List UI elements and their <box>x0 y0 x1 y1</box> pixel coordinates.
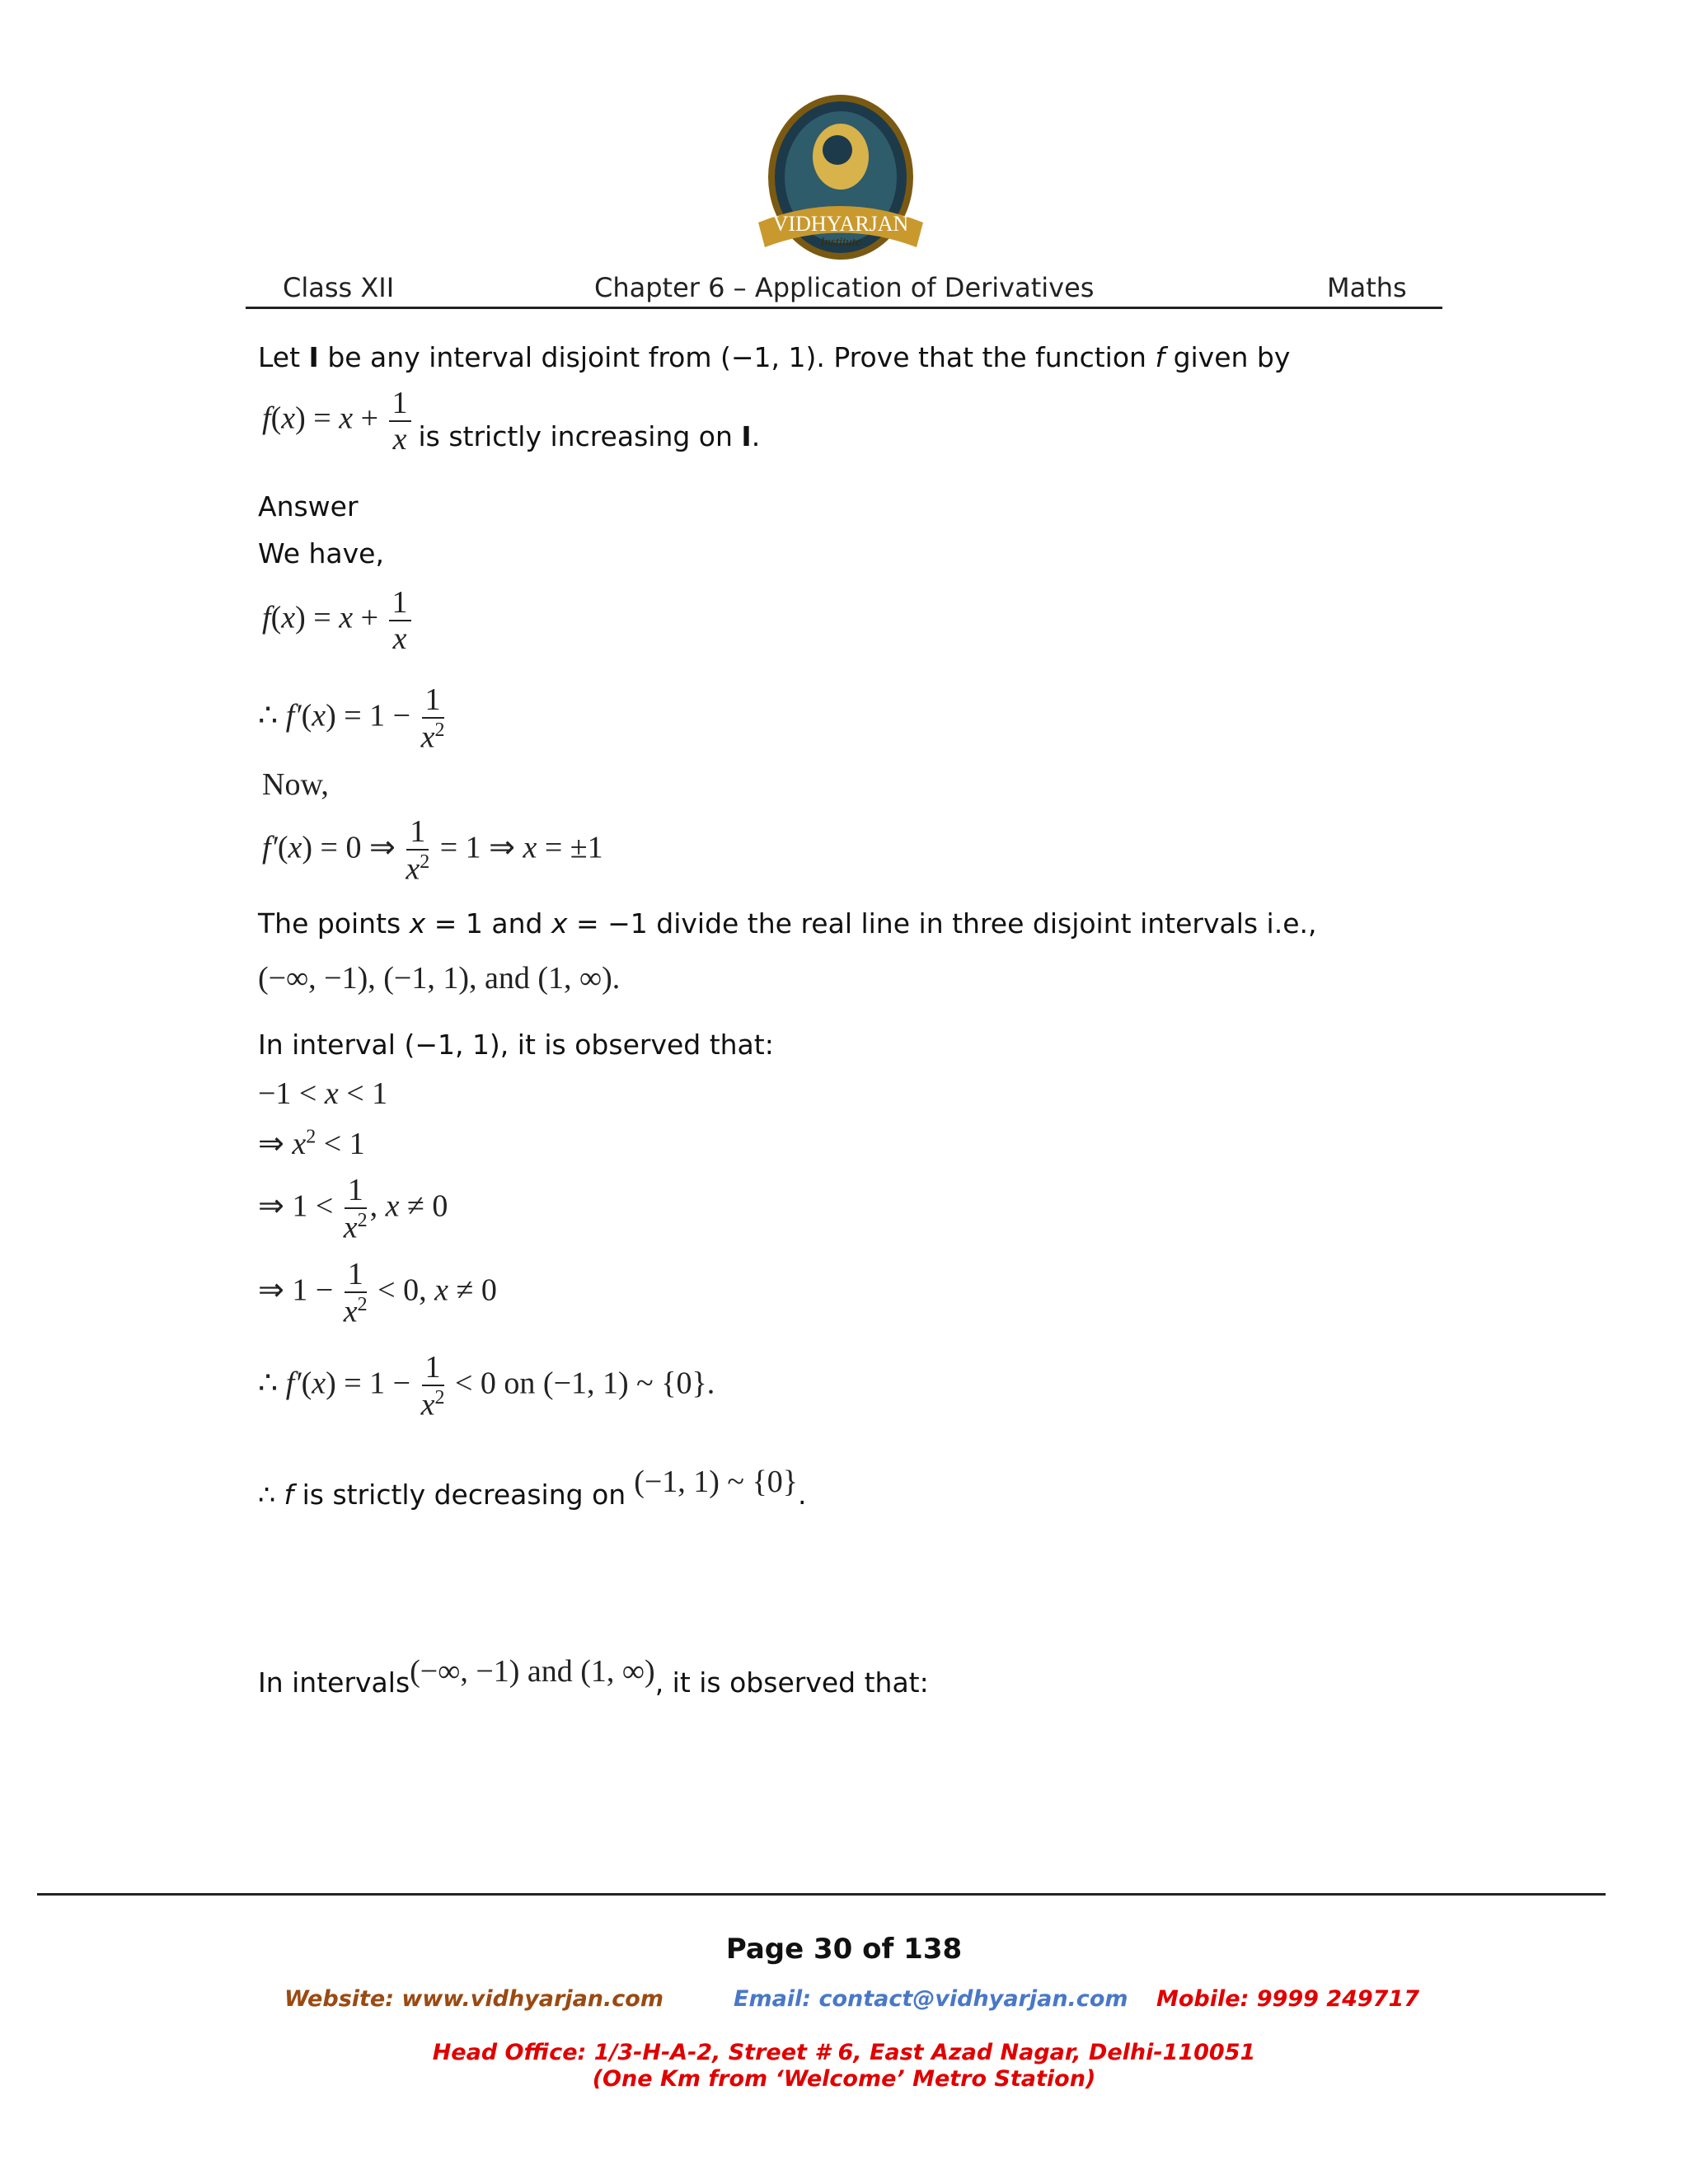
header-chapter: Chapter 6 – Application of Derivatives <box>594 272 1095 303</box>
points-text: The points x = 1 and x = −1 divide the real line in three disjoint intervals i.e., <box>258 907 1317 940</box>
website-link[interactable]: Website: www.vidhyarjan.com <box>284 1986 663 2012</box>
question-line-1: Let I be any interval disjoint from (−1, 1). Prove that the function f given by <box>258 341 1291 373</box>
answer-label: Answer <box>258 490 359 523</box>
ineq-2: ⇒ $x^2 < 1$ <box>258 1126 365 1161</box>
svg-text:Institute: Institute <box>820 236 861 249</box>
interval-observation: In interval (−1, 1), it is observed that: <box>258 1029 774 1061</box>
header-class: Class XII <box>283 272 395 303</box>
header-subject: Maths <box>1327 272 1407 303</box>
question-formula: f(x) = x + $\frac{1}{x}$ <box>262 387 414 455</box>
question-line-2: f(x) = x + $\frac{1}{x}$ is strictly increasing on I. <box>262 386 761 457</box>
we-have-text: We have, <box>258 537 384 569</box>
eq-function: f(x) = x + $\frac{1}{x}$ <box>262 587 414 654</box>
intervals-list: (−∞, −1), (−1, 1), and (1, ∞). <box>258 961 621 996</box>
eq-derivative-negative: ∴ f′(x) = 1 − $\frac{1}{x^2}$ < 0 on (−1, 1) ~ {0}. <box>258 1350 715 1422</box>
now-text: Now, <box>262 767 329 802</box>
mobile-number: Mobile: 9999 249717 <box>1156 1986 1420 2012</box>
ineq-3: ⇒ 1 < $\frac{1}{x^2}$ , x ≠ 0 <box>258 1173 448 1245</box>
svg-text:VIDHYARJAN: VIDHYARJAN <box>772 212 909 236</box>
address-line-1: Head Office: 1/3-H-A-2, Street # 6, East Azad Nagar, Delhi-110051 <box>432 2040 1256 2065</box>
eq-derivative: ∴ f′(x) = 1 − $\frac{1}{x^2}$ <box>258 682 445 755</box>
eq-critical-points: f′(x) = 0 ⇒ $\frac{1}{x^2}$ = 1 ⇒ x = ±1 <box>262 814 603 887</box>
email-link[interactable]: Email: contact@vidhyarjan.com <box>734 1986 1128 2012</box>
ineq-4: ⇒ 1 − $\frac{1}{x^2}$ < 0, x ≠ 0 <box>258 1257 497 1329</box>
institute-logo <box>725 91 956 280</box>
page-number: Page 30 of 138 <box>725 1933 963 1966</box>
intervals-observation-2: In intervals (−∞, −1) and (1, ∞) , it is observed that: <box>258 1654 929 1699</box>
ineq-1: −1 < x < 1 <box>258 1076 388 1111</box>
header-divider <box>246 307 1442 309</box>
footer-divider <box>37 1893 1606 1896</box>
conclusion-line: ∴ f is strictly decreasing on (−1, 1) ~ {0} . <box>258 1465 807 1511</box>
address-line-2: (One Km from ‘Welcome’ Metro Station) <box>592 2066 1096 2092</box>
